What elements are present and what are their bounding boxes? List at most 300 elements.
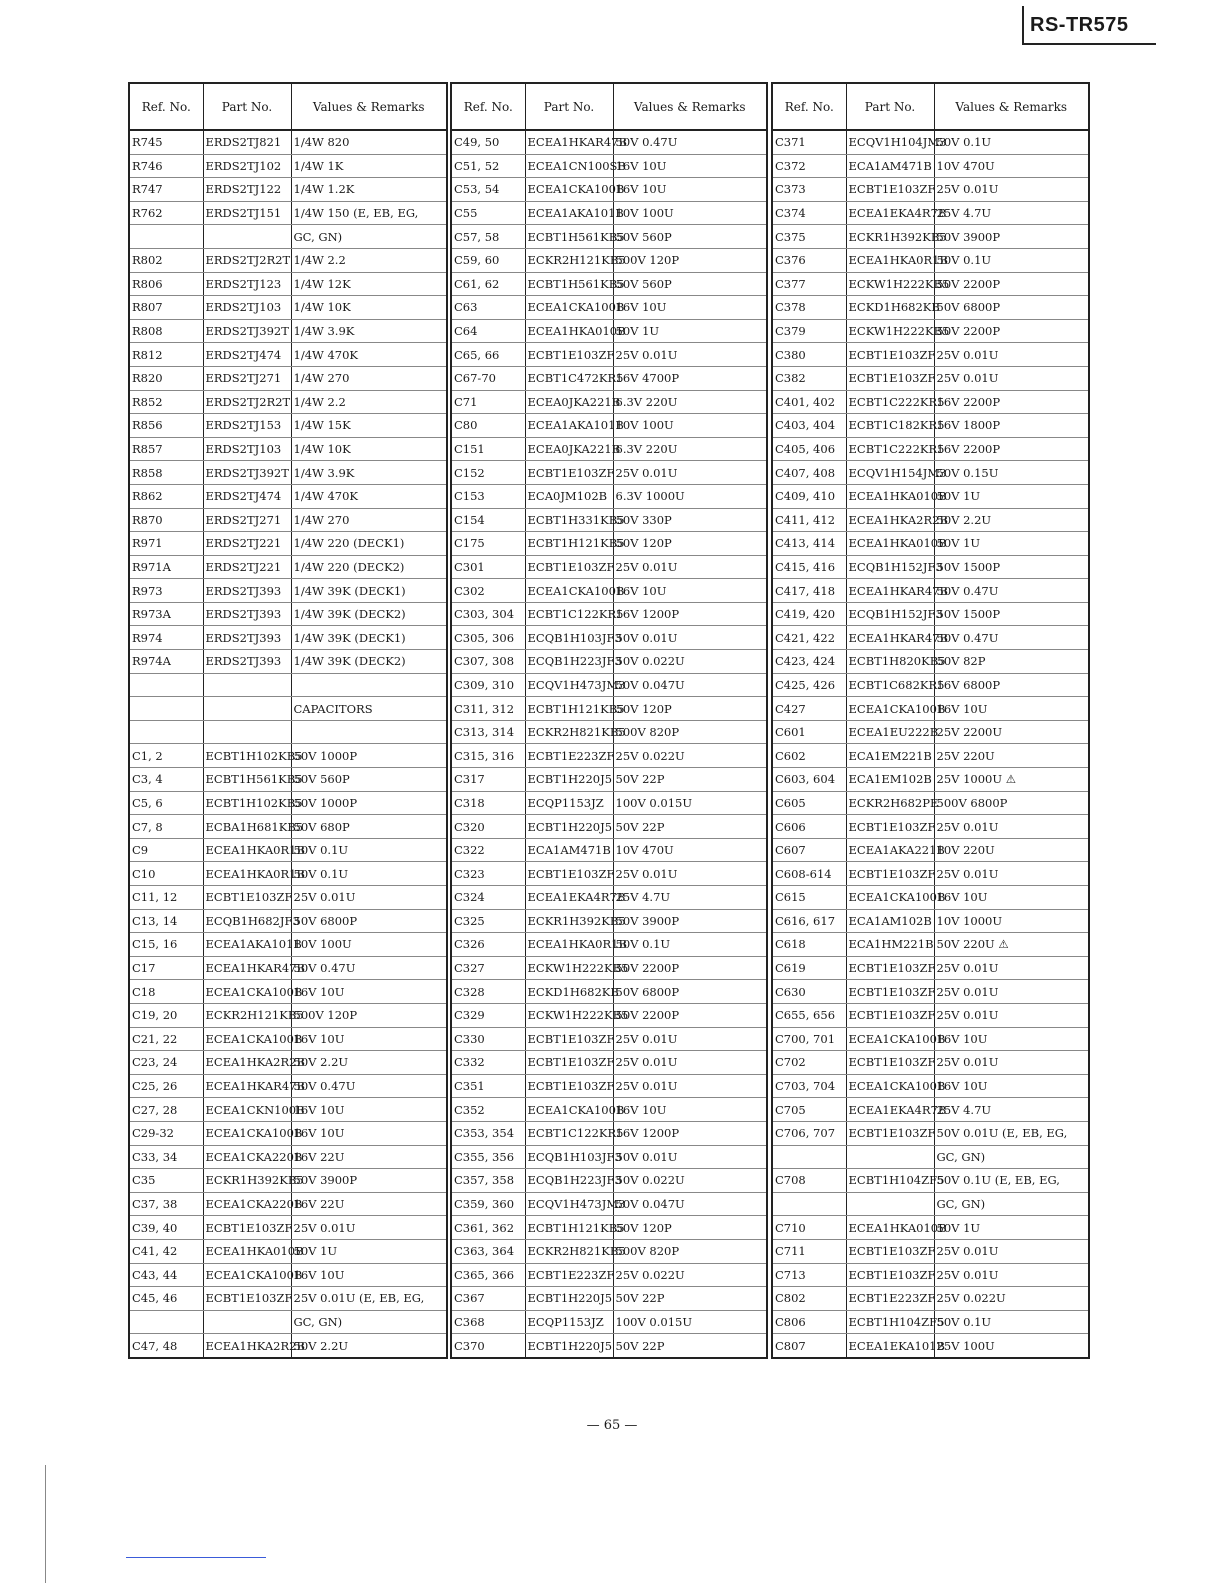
values-cell: 25V 0.01U — [934, 1239, 1089, 1263]
table-row — [772, 579, 1089, 603]
part-no-cell: ERDS2TJ392T — [203, 461, 291, 485]
ref-no-cell: C35 — [129, 1169, 203, 1193]
part-no-cell: ERDS2TJ393 — [203, 579, 291, 603]
table-row — [772, 225, 1089, 249]
values-cell: 1/4W 150 (E, EB, EG, — [291, 201, 447, 225]
values-cell: 50V 22P — [613, 768, 767, 792]
values-cell: 1/4W 39K (DECK1) — [291, 579, 447, 603]
table-row — [451, 178, 767, 202]
table-row — [451, 980, 767, 1004]
values-cell: 10V 100U — [613, 414, 767, 438]
scan-edge-mark — [45, 1465, 46, 1583]
values-cell: 25V 1000U ⚠ — [934, 768, 1089, 792]
values-cell: 10V 470U — [613, 838, 767, 862]
ref-no-cell — [772, 1192, 846, 1216]
values-cell: 25V 0.022U — [613, 1263, 767, 1287]
ref-no-cell — [129, 673, 203, 697]
table-row — [772, 1310, 1089, 1334]
values-cell: 16V 2200P — [934, 390, 1089, 414]
table-row — [129, 532, 447, 556]
part-no-cell: ECBT1H561KB5 — [525, 272, 613, 296]
ref-no-cell: C47, 48 — [129, 1334, 203, 1358]
part-no-cell: ERDS2TJ151 — [203, 201, 291, 225]
part-no-cell: ECEA1HKA2R2B — [846, 508, 934, 532]
ref-no-cell: R974A — [129, 650, 203, 674]
ref-no-cell: C351 — [451, 1074, 525, 1098]
values-cell: 25V 0.01U — [934, 956, 1089, 980]
ref-no-cell: C382 — [772, 366, 846, 390]
table-row — [451, 1192, 767, 1216]
part-no-cell: ECA0JM102B — [525, 484, 613, 508]
ref-no-cell: C806 — [772, 1310, 846, 1334]
ref-no-cell: C11, 12 — [129, 886, 203, 910]
table-row — [129, 1239, 447, 1263]
ref-no-cell: C301 — [451, 555, 525, 579]
part-no-cell — [203, 697, 291, 721]
col-header-part: Part No. — [203, 83, 291, 130]
table-row — [129, 1145, 447, 1169]
table-row — [129, 626, 447, 650]
table-row — [129, 720, 447, 744]
values-cell: 50V 680P — [291, 815, 447, 839]
part-no-cell: ECKR2H121KB5 — [525, 248, 613, 272]
ref-no-cell: C18 — [129, 980, 203, 1004]
values-cell: 50V 2.2U — [291, 1334, 447, 1358]
table-row — [129, 1334, 447, 1358]
table-row — [451, 154, 767, 178]
table-row — [772, 366, 1089, 390]
ref-no-cell: R862 — [129, 484, 203, 508]
values-cell: 50V 2200P — [934, 319, 1089, 343]
values-cell: 50V 0.47U — [934, 579, 1089, 603]
ref-no-cell: C5, 6 — [129, 791, 203, 815]
part-no-cell: ECQB1H223JF3 — [525, 650, 613, 674]
part-no-cell: ECQP1153JZ — [525, 791, 613, 815]
values-cell: 50V 1500P — [934, 602, 1089, 626]
values-cell: GC, GN) — [934, 1192, 1089, 1216]
values-cell: 50V 22P — [613, 815, 767, 839]
ref-no-cell: C608-614 — [772, 862, 846, 886]
values-cell: 50V 0.022U — [613, 1169, 767, 1193]
part-no-cell: ECEA1HKAR47B — [525, 130, 613, 154]
part-no-cell: ERDS2TJ392T — [203, 319, 291, 343]
ref-no-cell: R856 — [129, 414, 203, 438]
part-no-cell: ECEA1AKA101B — [203, 933, 291, 957]
ref-no-cell: C49, 50 — [451, 130, 525, 154]
part-no-cell: ECEA1HKAR47B — [203, 1074, 291, 1098]
values-cell: GC, GN) — [934, 1145, 1089, 1169]
values-cell: 16V 10U — [934, 697, 1089, 721]
table-row — [451, 296, 767, 320]
part-no-cell: ERDS2TJ221 — [203, 555, 291, 579]
part-no-cell: ECKR2H121KB5 — [203, 1003, 291, 1027]
model-number: RS-TR575 — [1030, 14, 1129, 36]
ref-no-cell: C33, 34 — [129, 1145, 203, 1169]
values-cell: 16V 6800P — [934, 673, 1089, 697]
ref-no-cell: C328 — [451, 980, 525, 1004]
part-no-cell: ECEA1EKA4R7B — [846, 201, 934, 225]
table-row — [772, 201, 1089, 225]
ref-no-cell: C9 — [129, 838, 203, 862]
values-cell: 50V 0.1U — [934, 248, 1089, 272]
part-no-cell: ECQV1H473JM3 — [525, 1192, 613, 1216]
ref-no-cell: C10 — [129, 862, 203, 886]
values-cell: 25V 0.01U — [613, 461, 767, 485]
ref-no-cell: C615 — [772, 886, 846, 910]
values-cell: 10V 220U — [934, 838, 1089, 862]
values-cell: 25V 0.01U — [613, 1027, 767, 1051]
table-row — [772, 414, 1089, 438]
ref-no-cell: C71 — [451, 390, 525, 414]
ref-no-cell: R973A — [129, 602, 203, 626]
ref-no-cell: C323 — [451, 862, 525, 886]
part-no-cell: ECQB1H103JF3 — [525, 626, 613, 650]
ref-no-cell: C619 — [772, 956, 846, 980]
ref-no-cell: C317 — [451, 768, 525, 792]
ref-no-cell: C415, 416 — [772, 555, 846, 579]
table-row — [772, 1027, 1089, 1051]
part-no-cell: ECBT1E103ZF — [203, 886, 291, 910]
table-row — [451, 1121, 767, 1145]
ref-no-cell: C421, 422 — [772, 626, 846, 650]
table-row — [129, 296, 447, 320]
values-cell: 50V 220U ⚠ — [934, 933, 1089, 957]
part-no-cell: ECQV1H473JM3 — [525, 673, 613, 697]
table-row — [451, 461, 767, 485]
ref-no-cell: C427 — [772, 697, 846, 721]
ref-no-cell: C606 — [772, 815, 846, 839]
table-row — [451, 225, 767, 249]
values-cell: 25V 0.01U — [291, 886, 447, 910]
values-cell: 50V 1U — [291, 1239, 447, 1263]
part-no-cell: ECA1AM102B — [846, 909, 934, 933]
values-cell: 50V 0.01U — [613, 626, 767, 650]
table-row — [451, 768, 767, 792]
ref-no-cell: C7, 8 — [129, 815, 203, 839]
values-cell: 50V 3900P — [934, 225, 1089, 249]
values-cell: 25V 0.01U — [613, 862, 767, 886]
ref-no-cell: C403, 404 — [772, 414, 846, 438]
part-no-cell: ECKR2H821KB5 — [525, 1239, 613, 1263]
part-no-cell: ECBT1E223ZF — [525, 1263, 613, 1287]
table-row — [129, 1074, 447, 1098]
part-no-cell: ECBT1C222KR5 — [846, 390, 934, 414]
table-row — [772, 555, 1089, 579]
parts-table-right — [771, 82, 1090, 1359]
table-row — [772, 532, 1089, 556]
part-no-cell: ERDS2TJ2R2T — [203, 390, 291, 414]
values-cell: 25V 0.01U — [934, 980, 1089, 1004]
col-header-part: Part No. — [525, 83, 613, 130]
ref-no-cell: C411, 412 — [772, 508, 846, 532]
table-row — [451, 909, 767, 933]
ref-no-cell: C326 — [451, 933, 525, 957]
ref-no-cell — [772, 1145, 846, 1169]
ref-no-cell: C53, 54 — [451, 178, 525, 202]
values-cell: 16V 10U — [934, 1027, 1089, 1051]
part-no-cell: ERDS2TJ393 — [203, 650, 291, 674]
part-no-cell: ECEA1CKA220B — [203, 1145, 291, 1169]
ref-no-cell: C607 — [772, 838, 846, 862]
table-row — [129, 1051, 447, 1075]
part-no-cell: ERDS2TJ271 — [203, 508, 291, 532]
values-cell: 25V 0.01U — [291, 1216, 447, 1240]
ref-no-cell: C370 — [451, 1334, 525, 1358]
ref-no-cell: C616, 617 — [772, 909, 846, 933]
ref-no-cell: C153 — [451, 484, 525, 508]
table-row — [451, 319, 767, 343]
ref-no-cell: C305, 306 — [451, 626, 525, 650]
ref-no-cell: C175 — [451, 532, 525, 556]
table-row — [129, 437, 447, 461]
table-row — [772, 720, 1089, 744]
table-row — [772, 956, 1089, 980]
part-no-cell: ECEA1CKA100B — [525, 178, 613, 202]
values-cell: 50V 2200P — [613, 956, 767, 980]
part-no-cell: ECEA1HKA2R2B — [203, 1334, 291, 1358]
part-no-cell: ECBT1C682KR5 — [846, 673, 934, 697]
part-no-cell — [203, 225, 291, 249]
ref-no-cell: C352 — [451, 1098, 525, 1122]
ref-no-cell: C413, 414 — [772, 532, 846, 556]
part-no-cell: ECKD1H682KB — [525, 980, 613, 1004]
values-cell: 1/4W 470K — [291, 343, 447, 367]
col-header-ref: Ref. No. — [772, 83, 846, 130]
ref-no-cell: R747 — [129, 178, 203, 202]
ref-no-cell: C601 — [772, 720, 846, 744]
values-cell: 16V 22U — [291, 1145, 447, 1169]
table-row — [451, 1310, 767, 1334]
part-no-cell: ECEA1HKA010B — [846, 532, 934, 556]
values-cell: 16V 10U — [613, 579, 767, 603]
values-cell: 16V 10U — [613, 154, 767, 178]
part-no-cell: ECA1EM221B — [846, 744, 934, 768]
ref-no-cell: C700, 701 — [772, 1027, 846, 1051]
values-cell: 25V 0.01U — [934, 862, 1089, 886]
table-row — [451, 555, 767, 579]
ref-no-cell: C57, 58 — [451, 225, 525, 249]
table-row — [772, 248, 1089, 272]
ref-no-cell: C380 — [772, 343, 846, 367]
part-no-cell — [203, 673, 291, 697]
ref-no-cell: C702 — [772, 1051, 846, 1075]
ref-no-cell: C55 — [451, 201, 525, 225]
table-row — [772, 343, 1089, 367]
part-no-cell: ECEA1AKA101B — [525, 201, 613, 225]
part-no-cell: ECBT1E103ZF — [525, 343, 613, 367]
table-row — [772, 1098, 1089, 1122]
table-row — [772, 272, 1089, 296]
values-cell: 50V 0.47U — [934, 626, 1089, 650]
ref-no-cell: R808 — [129, 319, 203, 343]
table-row — [451, 933, 767, 957]
ref-no-cell: C603, 604 — [772, 768, 846, 792]
values-cell: 50V 1000P — [291, 744, 447, 768]
part-no-cell: ECBT1E103ZF — [846, 1263, 934, 1287]
values-cell: 25V 0.01U — [613, 1051, 767, 1075]
part-no-cell: ECEA1CKA100B — [846, 1027, 934, 1051]
table-row — [451, 862, 767, 886]
ref-no-cell: C401, 402 — [772, 390, 846, 414]
ref-no-cell: C705 — [772, 1098, 846, 1122]
values-cell: 25V 0.01U — [934, 178, 1089, 202]
part-no-cell: ECBT1E103ZF — [525, 1051, 613, 1075]
part-no-cell: ECKR1H392KB5 — [846, 225, 934, 249]
part-no-cell: ECKR2H821KB5 — [525, 720, 613, 744]
values-cell: 1/4W 2.2 — [291, 248, 447, 272]
values-cell: 50V 3900P — [291, 1169, 447, 1193]
values-cell: 50V 22P — [613, 1287, 767, 1311]
part-no-cell: ECA1AM471B — [525, 838, 613, 862]
values-cell: 16V 22U — [291, 1192, 447, 1216]
table-row — [451, 1216, 767, 1240]
ref-no-cell: C39, 40 — [129, 1216, 203, 1240]
ref-no-cell: C64 — [451, 319, 525, 343]
values-cell: 16V 10U — [291, 980, 447, 1004]
part-no-cell: ECEA1HKA0R1B — [846, 248, 934, 272]
ref-no-cell: C368 — [451, 1310, 525, 1334]
parts-table-left — [128, 82, 448, 1359]
table-row — [772, 980, 1089, 1004]
values-cell: 25V 0.01U — [934, 815, 1089, 839]
table-row — [772, 390, 1089, 414]
ref-no-cell: C407, 408 — [772, 461, 846, 485]
ref-no-cell: C327 — [451, 956, 525, 980]
col-header-values: Values & Remarks — [934, 83, 1089, 130]
table-row — [772, 296, 1089, 320]
ref-no-cell: C154 — [451, 508, 525, 532]
part-no-cell: ECEA1CKA100B — [203, 1263, 291, 1287]
part-no-cell: ECEA1HKA0R1B — [203, 838, 291, 862]
part-no-cell: ECBT1H561KB5 — [525, 225, 613, 249]
part-no-cell: ECBT1E103ZF — [203, 1287, 291, 1311]
part-no-cell: ECBT1E103ZF — [846, 343, 934, 367]
values-cell: 50V 0.47U — [613, 130, 767, 154]
part-no-cell: ECKW1H222KB5 — [846, 319, 934, 343]
ref-no-cell: C65, 66 — [451, 343, 525, 367]
table-row — [451, 1287, 767, 1311]
part-no-cell: ECQB1H152JF3 — [846, 555, 934, 579]
table-row — [129, 484, 447, 508]
part-no-cell: ERDS2TJ221 — [203, 532, 291, 556]
part-no-cell: ECEA1EKA101B — [846, 1334, 934, 1358]
part-no-cell: ECBT1E103ZF — [846, 1239, 934, 1263]
table-row — [129, 933, 447, 957]
values-cell: 100V 0.015U — [613, 791, 767, 815]
part-no-cell: ERDS2TJ821 — [203, 130, 291, 154]
part-no-cell: ECBT1H121KB5 — [525, 697, 613, 721]
part-no-cell: ECBT1E103ZF — [846, 956, 934, 980]
header-rule-horizontal — [1022, 43, 1156, 45]
values-cell: 25V 0.01U — [613, 1074, 767, 1098]
part-no-cell: ECEA1AKA221B — [846, 838, 934, 862]
values-cell: 1/4W 39K (DECK2) — [291, 602, 447, 626]
part-no-cell: ERDS2TJ271 — [203, 366, 291, 390]
part-no-cell: ECA1HM221B — [846, 933, 934, 957]
ref-no-cell: C365, 366 — [451, 1263, 525, 1287]
values-cell: 50V 0.047U — [613, 1192, 767, 1216]
ref-no-cell: C19, 20 — [129, 1003, 203, 1027]
ref-no-cell: C313, 314 — [451, 720, 525, 744]
ref-no-cell: R812 — [129, 343, 203, 367]
part-no-cell: ECBT1C122KR5 — [525, 1121, 613, 1145]
values-cell: 16V 10U — [613, 1098, 767, 1122]
table-row — [451, 437, 767, 461]
table-row — [129, 343, 447, 367]
table-row — [129, 1216, 447, 1240]
values-cell: 50V 22P — [613, 1334, 767, 1358]
values-cell: 50V 0.1U — [934, 1310, 1089, 1334]
ref-no-cell: R745 — [129, 130, 203, 154]
table-row — [772, 508, 1089, 532]
ref-no-cell: C605 — [772, 791, 846, 815]
table-row — [129, 1121, 447, 1145]
part-no-cell: ERDS2TJ103 — [203, 437, 291, 461]
values-cell: 1/4W 220 (DECK2) — [291, 555, 447, 579]
part-no-cell: ECEA1EKA4R7B — [846, 1098, 934, 1122]
part-no-cell: ERDS2TJ474 — [203, 484, 291, 508]
part-no-cell: ECEA1CKA100B — [203, 980, 291, 1004]
ref-no-cell: C713 — [772, 1263, 846, 1287]
part-no-cell: ECBT1E103ZF — [846, 815, 934, 839]
ref-no-cell: C361, 362 — [451, 1216, 525, 1240]
ref-no-cell: R857 — [129, 437, 203, 461]
part-no-cell: ERDS2TJ103 — [203, 296, 291, 320]
ref-no-cell: C37, 38 — [129, 1192, 203, 1216]
ref-no-cell: R974 — [129, 626, 203, 650]
table-row — [772, 815, 1089, 839]
ref-no-cell: R820 — [129, 366, 203, 390]
table-row — [129, 744, 447, 768]
col-header-values: Values & Remarks — [613, 83, 767, 130]
part-no-cell: ECBA1H681KB5 — [203, 815, 291, 839]
values-cell: 500V 6800P — [934, 791, 1089, 815]
table-row — [451, 130, 767, 154]
ref-no-cell: C409, 410 — [772, 484, 846, 508]
ref-no-cell: C802 — [772, 1287, 846, 1311]
ref-no-cell: C355, 356 — [451, 1145, 525, 1169]
part-no-cell: ECEA1HKA0R1B — [525, 933, 613, 957]
table-row — [451, 248, 767, 272]
part-no-cell: ERDS2TJ153 — [203, 414, 291, 438]
table-row — [451, 838, 767, 862]
table-row — [451, 1239, 767, 1263]
table-row — [772, 1169, 1089, 1193]
ref-no-cell: C21, 22 — [129, 1027, 203, 1051]
table-row — [772, 1145, 1089, 1169]
table-row — [129, 650, 447, 674]
values-cell: 25V 0.01U (E, EB, EG, — [291, 1287, 447, 1311]
table-row — [451, 650, 767, 674]
values-cell: 50V 1U — [934, 1216, 1089, 1240]
table-row — [129, 555, 447, 579]
values-cell: 16V 1800P — [934, 414, 1089, 438]
ref-no-cell: C417, 418 — [772, 579, 846, 603]
table-row — [129, 768, 447, 792]
ref-no-cell: C1, 2 — [129, 744, 203, 768]
part-no-cell: ECBT1C472KR5 — [525, 366, 613, 390]
table-row — [129, 178, 447, 202]
values-cell: 50V 6800P — [934, 296, 1089, 320]
table-row — [129, 201, 447, 225]
ref-no-cell: C151 — [451, 437, 525, 461]
table-row — [772, 602, 1089, 626]
values-cell: 6.3V 1000U — [613, 484, 767, 508]
ref-no-cell: C51, 52 — [451, 154, 525, 178]
table-row — [772, 626, 1089, 650]
values-cell: 25V 0.01U — [934, 1263, 1089, 1287]
ref-no-cell: C710 — [772, 1216, 846, 1240]
